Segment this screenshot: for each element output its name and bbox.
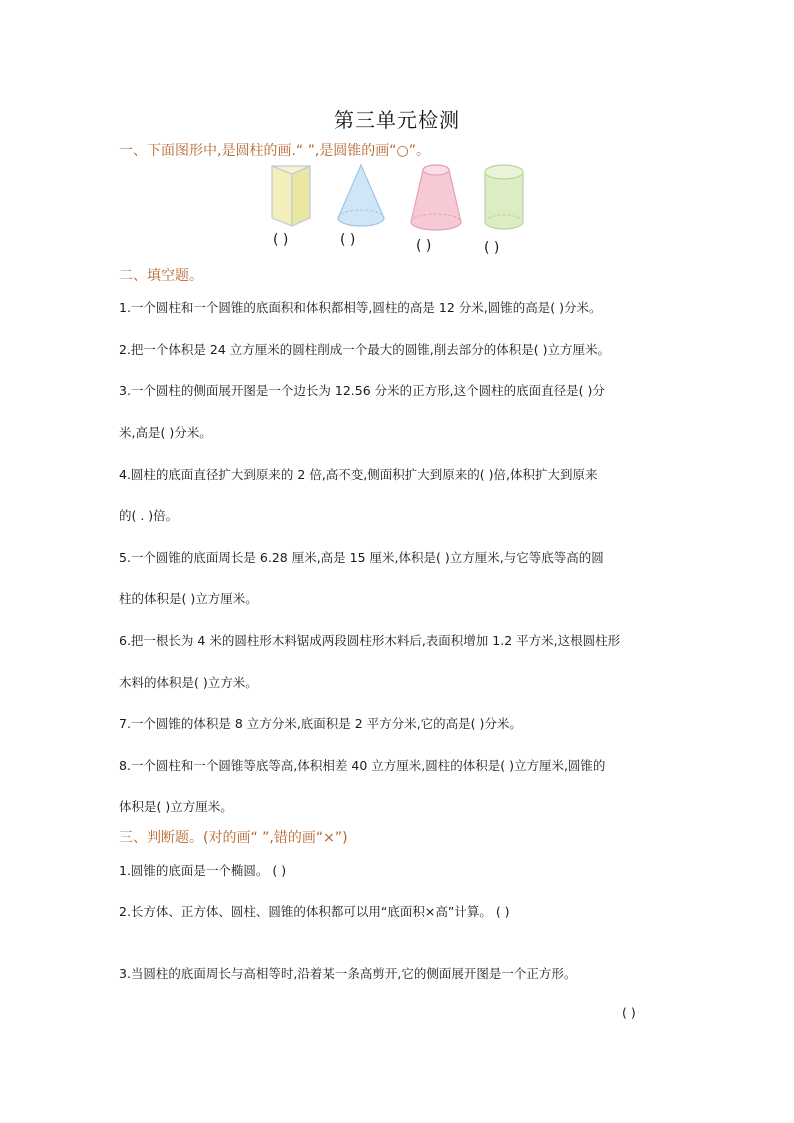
cone-icon <box>335 162 387 230</box>
question-line: 8.一个圆柱和一个圆锥等底等高,体积相差 40 立方厘米,圆柱的体积是( )立方厘米,圆锥的 <box>119 758 606 773</box>
question-line: 6.把一根长为 4 米的圆柱形木料锯成两段圆柱形木料后,表面积增加 1.2 平方米,这根圆柱形 <box>119 633 621 648</box>
judgement-line: 3.当圆柱的底面周长与高相等时,沿着某一条高剪开,它的侧面展开图是一个正方形。 <box>119 966 577 981</box>
question-line: 1.一个圆柱和一个圆锥的底面积和体积都相等,圆柱的高是 12 分米,圆锥的高是( )分米。 <box>119 300 602 315</box>
cylinder-icon <box>482 162 526 234</box>
section3-heading: 三、判断题。(对的画“ ”,错的画“×”) <box>119 830 348 846</box>
answer-paren-2[interactable]: ( ) <box>340 232 356 248</box>
question-line: 米,高是( )分米。 <box>119 425 212 440</box>
answer-paren-trailing[interactable]: ( ) <box>622 1005 636 1020</box>
question-line: 2.把一个体积是 24 立方厘米的圆柱削成一个最大的圆锥,削去部分的体积是( )立方厘米。 <box>119 342 610 357</box>
question-line: 5.一个圆锥的底面周长是 6.28 厘米,高是 15 厘米,体积是( )立方厘米,与它等底等高的圆 <box>119 550 604 565</box>
answer-paren-1[interactable]: ( ) <box>273 232 289 248</box>
question-line: 的( . )倍。 <box>119 508 179 523</box>
section2-heading: 二、填空题。 <box>119 268 203 284</box>
question-line: 柱的体积是( )立方厘米。 <box>119 591 258 606</box>
question-line: 3.一个圆柱的侧面展开图是一个边长为 12.56 分米的正方形,这个圆柱的底面直径是( )分 <box>119 383 605 398</box>
frustum-icon <box>408 162 464 234</box>
question-line: 7.一个圆锥的体积是 8 立方分米,底面积是 2 平方分米,它的高是( )分米。 <box>119 716 522 731</box>
answer-paren-3[interactable]: ( ) <box>416 238 432 254</box>
judgement-line: 2.长方体、正方体、圆柱、圆锥的体积都可以用“底面积×高”计算。 ( ) <box>119 904 510 919</box>
triangular-prism-icon <box>268 162 314 230</box>
question-line: 体积是( )立方厘米。 <box>119 799 233 814</box>
answer-paren-4[interactable]: ( ) <box>484 240 500 256</box>
question-line: 4.圆柱的底面直径扩大到原来的 2 倍,高不变,侧面积扩大到原来的( )倍,体积扩大到原来 <box>119 467 598 482</box>
judgement-line: 1.圆锥的底面是一个椭圆。 ( ) <box>119 863 287 878</box>
page-title: 第三单元检测 <box>334 108 460 132</box>
question-line: 木料的体积是( )立方米。 <box>119 675 258 690</box>
section1-heading: 一、下面图形中,是圆柱的画.“ ”,是圆锥的画“○”。 <box>119 143 431 159</box>
